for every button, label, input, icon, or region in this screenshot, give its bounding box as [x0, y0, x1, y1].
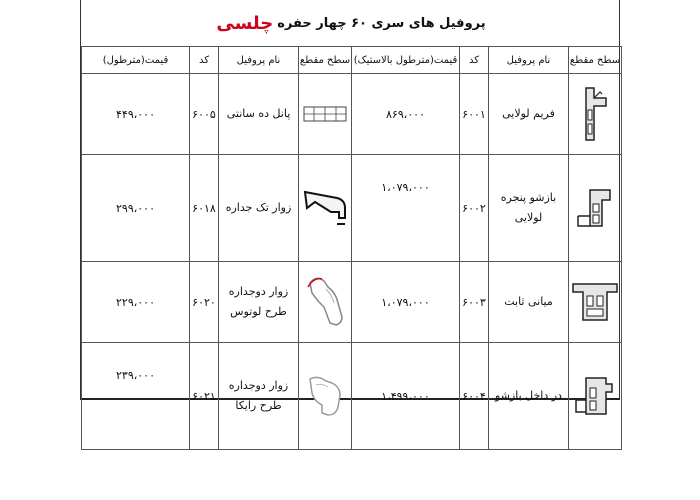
name-cell: زوار دوجداره طرح لوتوس: [219, 262, 299, 343]
price-cell: ۱،۴۹۹،۰۰۰: [352, 343, 460, 450]
section-cell: [569, 74, 622, 155]
code-cell: ۶۰۰۱: [460, 74, 489, 155]
lotus-bead-profile-icon: [302, 273, 348, 331]
price-cell: ۸۶۹،۰۰۰: [352, 74, 460, 155]
table-row: [82, 155, 622, 262]
code-cell: ۶۰۲۱: [190, 343, 219, 450]
frame-profile-icon: [580, 84, 610, 144]
door-sash-profile-icon: [572, 374, 618, 418]
section-cell: [299, 343, 352, 450]
page-title: [81, 0, 621, 46]
code-cell: ۶۰۱۸: [190, 155, 219, 262]
section-cell: [569, 262, 622, 343]
table-row: [82, 74, 622, 155]
code-cell: ۶۰۰۳: [460, 262, 489, 343]
header-section-left: سطح مقطع: [299, 47, 352, 74]
header-code-left: کد: [190, 47, 219, 74]
section-cell: [299, 262, 352, 343]
header-price-right: قیمت(مترطول بالاستیک): [352, 47, 460, 74]
name-cell: میانی ثابت: [489, 262, 569, 343]
section-cell: [569, 343, 622, 450]
name-cell: زوار تک جداره: [219, 155, 299, 262]
name-cell: فریم لولایی: [489, 74, 569, 155]
name-cell: در داخل بازشو: [489, 343, 569, 450]
price-table: [81, 46, 622, 450]
code-cell: ۶۰۰۴: [460, 343, 489, 450]
price-sheet: [80, 0, 621, 412]
mullion-profile-icon: [571, 280, 619, 324]
price-cell: ۲۲۹،۰۰۰: [82, 262, 190, 343]
section-cell: [299, 155, 352, 262]
header-name-right: نام پروفیل: [489, 47, 569, 74]
title-text: پروفیل های سری ۶۰ چهار حفره: [277, 15, 486, 31]
price-cell: ۴۴۹،۰۰۰: [82, 74, 190, 155]
panel-profile-icon: [303, 104, 347, 124]
price-cell: ۱،۰۷۹،۰۰۰: [352, 155, 460, 262]
price-cell: ۲۳۹،۰۰۰: [82, 343, 190, 450]
name-cell: پانل ده سانتی: [219, 74, 299, 155]
single-bead-profile-icon: [301, 188, 349, 228]
table-row: [82, 343, 622, 450]
brand-name: چلسی: [216, 12, 274, 34]
table-row: [82, 262, 622, 343]
code-cell: ۶۰۲۰: [190, 262, 219, 343]
sash-profile-icon: [574, 186, 616, 230]
code-cell: ۶۰۰۲: [460, 155, 489, 262]
header-code-right: کد: [460, 47, 489, 74]
price-cell: ۱،۰۷۹،۰۰۰: [352, 262, 460, 343]
table-header-row: [82, 47, 622, 74]
name-cell: بازشو پنجره لولایی: [489, 155, 569, 262]
price-cell: ۲۹۹،۰۰۰: [82, 155, 190, 262]
rayka-bead-profile-icon: [302, 371, 348, 421]
code-cell: ۶۰۰۵: [190, 74, 219, 155]
section-cell: [299, 74, 352, 155]
header-price-left: قیمت(مترطول): [82, 47, 190, 74]
header-section-right: سطح مقطع: [569, 47, 622, 74]
name-cell: زوار دوجداره طرح رایکا: [219, 343, 299, 450]
header-name-left: نام پروفیل: [219, 47, 299, 74]
section-cell: [569, 155, 622, 262]
